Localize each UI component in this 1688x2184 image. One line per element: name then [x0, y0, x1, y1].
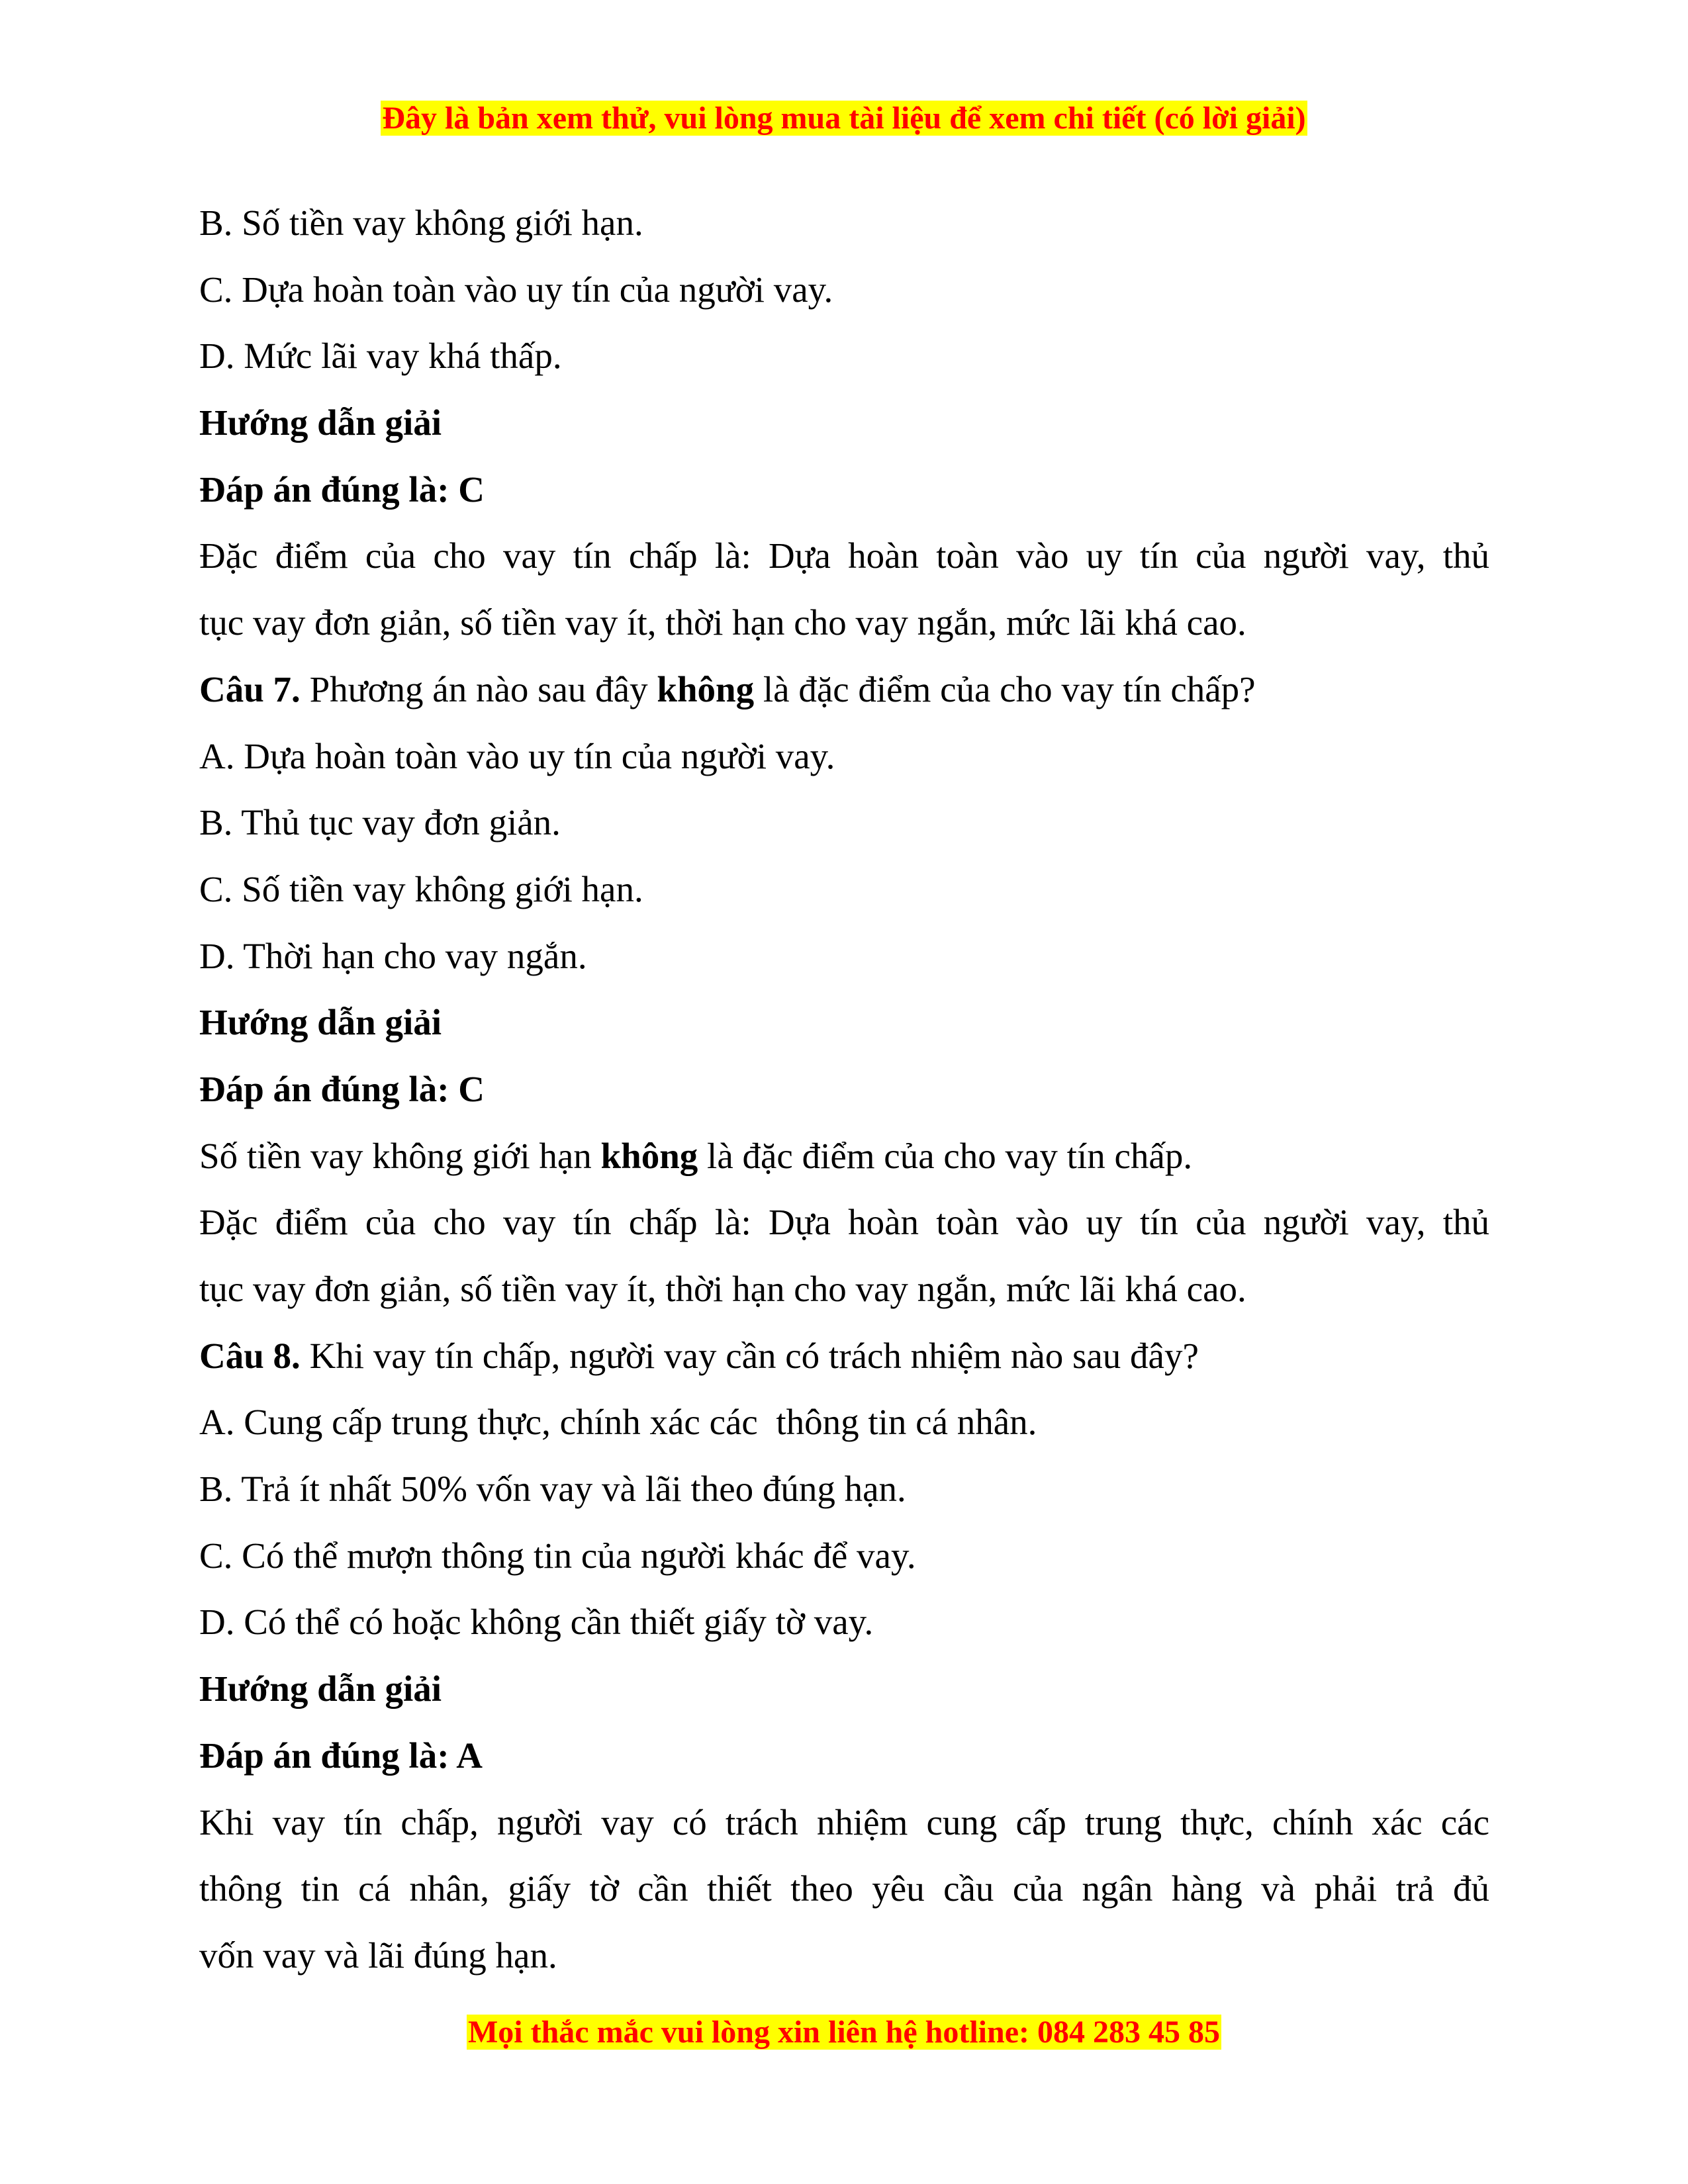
- q8-explanation-line: thông tin cá nhân, giấy tờ cần thiết theo yêu cầu của ngân hàng và phải trả đủ: [199, 1868, 1489, 1909]
- q6-explanation-line: Đặc điểm của cho vay tín chấp là: Dựa hoàn toàn vào uy tín của người vay, thủ: [199, 535, 1489, 576]
- q8-question: [199, 1323, 1489, 1390]
- q7-explanation-line: Đặc điểm của cho vay tín chấp là: Dựa hoàn toàn vào uy tín của người vay, thủ: [199, 1202, 1489, 1243]
- q8-option-a: A. Cung cấp trung thực, chính xác các thông tin cá nhân.: [199, 1402, 1037, 1443]
- q8-guide-heading-text: Hướng dẫn giải: [199, 1668, 442, 1709]
- q8-question-text: Khi vay tín chấp, người vay cần có trách nhiệm nào sau đây?: [300, 1335, 1199, 1376]
- q7-guide-heading: [199, 989, 1489, 1056]
- q8-explanation-line: vốn vay và lãi đúng hạn.: [199, 1934, 557, 1976]
- q7-answer-text: Đáp án đúng là: C: [199, 1068, 485, 1109]
- preview-notice-text: Đây là bản xem thử, vui lòng mua tài liệu để xem chi tiết (có lời giải): [382, 101, 1306, 136]
- q7-explanation-1-pre: Số tiền vay không giới hạn: [199, 1135, 601, 1176]
- q7-question-post: là đặc điểm của cho vay tín chấp?: [754, 668, 1256, 709]
- q7-question-pre: Phương án nào sau đây: [300, 668, 657, 709]
- q6-guide-heading: [199, 390, 1489, 457]
- q7-explanation-1-post: là đặc điểm của cho vay tín chấp.: [698, 1135, 1193, 1176]
- q7-guide-heading-text: Hướng dẫn giải: [199, 1002, 442, 1043]
- q7-option-d: D. Thời hạn cho vay ngắn.: [199, 935, 587, 976]
- q8-option-b: B. Trả ít nhất 50% vốn vay và lãi theo đúng hạn.: [199, 1469, 906, 1510]
- preview-notice-banner: [0, 99, 1688, 138]
- q7-option-a: A. Dựa hoàn toàn vào uy tín của người vay.: [199, 735, 835, 776]
- q8-option-d: D. Có thể có hoặc không cần thiết giấy tờ vay.: [199, 1602, 874, 1643]
- document-body: [199, 190, 1489, 1989]
- q8-option-c: C. Có thể mượn thông tin của người khác để vay.: [199, 1535, 916, 1576]
- q7-explanation-1: [199, 1123, 1489, 1190]
- q7-question-emphasis: không: [657, 668, 755, 709]
- q6-explanation-line: tục vay đơn giản, số tiền vay ít, thời hạn cho vay ngắn, mức lãi khá cao.: [199, 602, 1246, 643]
- q7-question: [199, 657, 1489, 723]
- q8-guide-heading: [199, 1656, 1489, 1723]
- q7-option-b: B. Thủ tục vay đơn giản.: [199, 802, 561, 843]
- q6-option-b: B. Số tiền vay không giới hạn.: [199, 203, 643, 243]
- q7-label: Câu 7.: [199, 668, 301, 709]
- q8-label: Câu 8.: [199, 1335, 301, 1376]
- q8-answer-text: Đáp án đúng là: A: [199, 1735, 483, 1776]
- q8-answer: [199, 1723, 1489, 1790]
- hotline-banner: [0, 2013, 1688, 2052]
- q7-explanation-1-emphasis: không: [600, 1135, 698, 1176]
- q6-answer: [199, 457, 1489, 523]
- q8-explanation-line: Khi vay tín chấp, người vay có trách nhiệm cung cấp trung thực, chính xác các: [199, 1801, 1489, 1843]
- q7-explanation-line: tục vay đơn giản, số tiền vay ít, thời hạn cho vay ngắn, mức lãi khá cao.: [199, 1269, 1246, 1309]
- q6-option-c: C. Dựa hoàn toàn vào uy tín của người vay.: [199, 269, 833, 310]
- q6-guide-heading-text: Hướng dẫn giải: [199, 402, 442, 443]
- q6-option-d: D. Mức lãi vay khá thấp.: [199, 336, 562, 377]
- q6-answer-text: Đáp án đúng là: C: [199, 469, 485, 510]
- q7-answer: [199, 1056, 1489, 1123]
- hotline-text: Mọi thắc mắc vui lòng xin liên hệ hotline: 084 283 45 85: [467, 2015, 1220, 2050]
- q7-option-c: C. Số tiền vay không giới hạn.: [199, 868, 643, 909]
